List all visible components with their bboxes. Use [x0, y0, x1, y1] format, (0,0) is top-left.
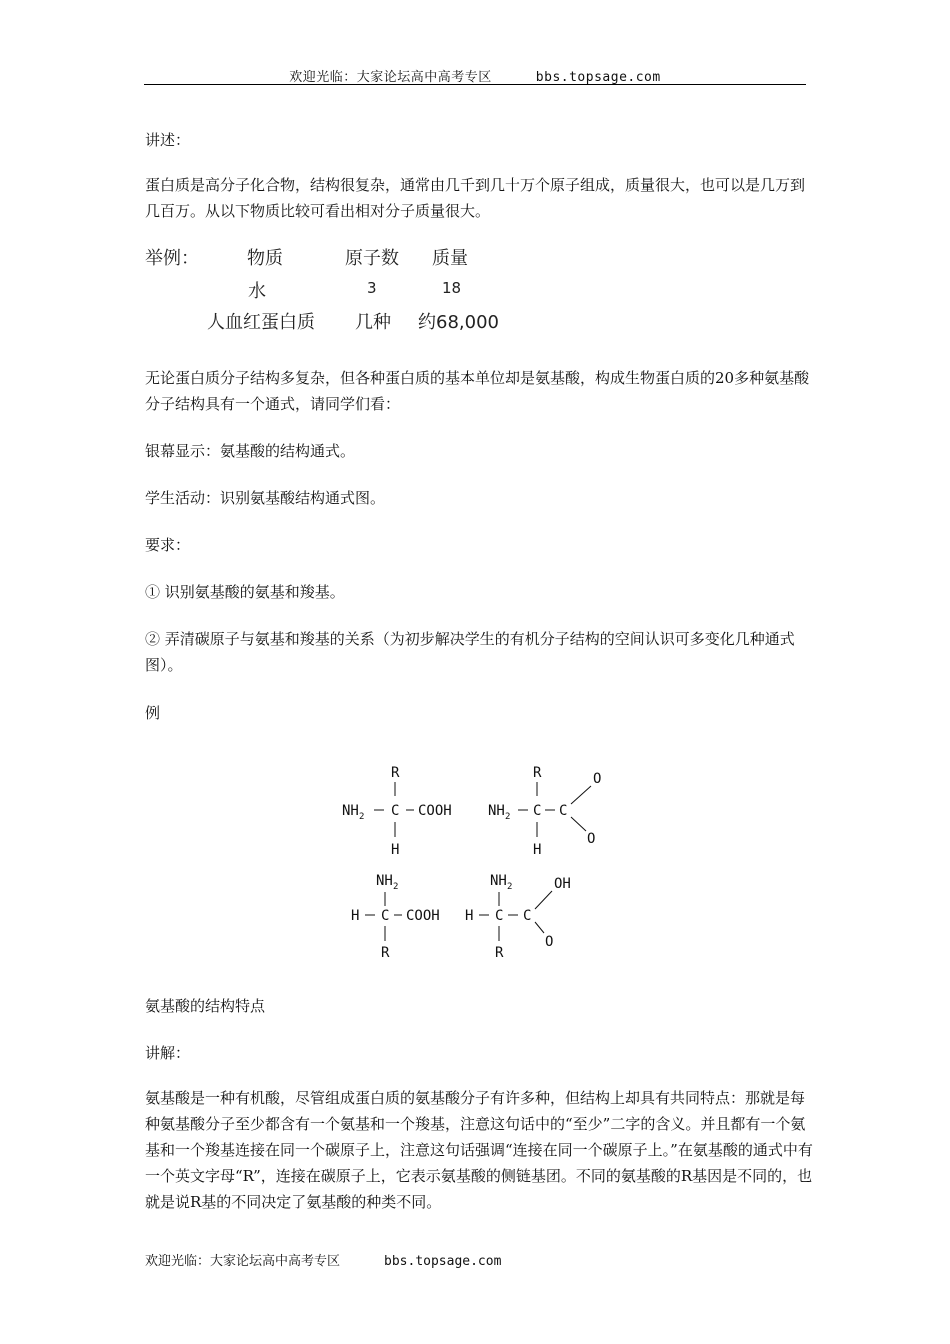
f2-c: C — [533, 803, 542, 819]
comparison-table — [145, 240, 565, 340]
f2-o1: O — [593, 771, 602, 787]
f1-h: H — [391, 842, 400, 858]
f2-sub2: 2 — [505, 812, 511, 822]
row1-substance: 水 — [248, 281, 266, 302]
f3-sub2: 2 — [393, 882, 399, 892]
header-mass: 质量 — [432, 248, 468, 269]
f4-h: H — [465, 908, 474, 924]
footer-site: bbs.topsage.com — [384, 1254, 502, 1269]
header-site: bbs.topsage.com — [535, 70, 661, 85]
row1-atoms: 3 — [367, 279, 377, 297]
general-paragraph: 无论蛋白质分子结构多复杂，但各种蛋白质的基本单位却是氨基酸，构成生物蛋白质的20多种氨基酸分子结构具有一个通式，请同学们看： — [145, 369, 810, 413]
page-footer — [145, 1250, 501, 1269]
f1-nh: NH — [342, 803, 359, 819]
f1-c: C — [391, 803, 400, 819]
page-header — [144, 66, 806, 84]
row2-mass: 约68,000 — [418, 312, 499, 333]
jiangjie-label: 讲解： — [145, 1044, 191, 1062]
formula-2 — [488, 765, 601, 858]
f4-nh: NH — [490, 873, 507, 889]
require-label: 要求： — [145, 536, 191, 554]
feature-title: 氨基酸的结构特点 — [145, 997, 266, 1015]
explain-paragraph: 氨基酸是一种有机酸，尽管组成蛋白质的氨基酸分子有许多种，但结构上却具有共同特点：那就是每种氨基酸分子至少都含有一个氨基和一个羧基，注意这句话中的“至少”二字的含义。并且都有一个氨基和一个羧基连接在同一个碳原子上，注意这句话强调“连接在同一个碳原子上。”在氨基酸的通式中有一个英文字母“R”，连接在碳原子上，它表示氨基酸的侧链基团。不同的氨基酸的R基因是不同的，也就是说R基的不同决定了氨基酸的种类不同。 — [145, 1089, 813, 1211]
formula-4 — [465, 873, 571, 961]
header-atoms: 原子数 — [345, 248, 399, 269]
f4-c: C — [495, 908, 504, 924]
example-line: 例 — [145, 704, 161, 722]
f2-c2: C — [559, 803, 568, 819]
f2-o2: O — [587, 831, 596, 847]
row2-atoms: 几种 — [355, 312, 391, 333]
intro-paragraph: 蛋白质是高分子化合物，结构很复杂，通常由几千到几十万个原子组成，质量很大，也可以是几万到几百万。从以下物质比较可看出相对分子质量很大。 — [145, 176, 806, 220]
amino-acid-formulas — [330, 760, 630, 970]
row2-substance: 人血红蛋白质 — [207, 312, 315, 333]
formula-3 — [351, 873, 440, 961]
requirement-2: ② 弄清碳原子与氨基和羧基的关系（为初步解决学生的有机分子结构的空间认识可多变化几种通式图）。 — [145, 630, 795, 674]
header-rule — [144, 84, 806, 85]
screen-line: 银幕显示：氨基酸的结构通式。 — [145, 442, 356, 460]
f2-r: R — [533, 765, 542, 781]
f3-nh: NH — [376, 873, 393, 889]
f1-cooh: COOH — [418, 803, 452, 819]
header-substance: 物质 — [247, 248, 283, 269]
f3-cooh: COOH — [406, 908, 440, 924]
f1-sub2: 2 — [359, 812, 365, 822]
f4-r: R — [495, 945, 504, 961]
f4-c2: C — [523, 908, 532, 924]
f2-nh: NH — [488, 803, 505, 819]
requirement-1: ① 识别氨基酸的氨基和羧基。 — [145, 583, 345, 601]
f4-o: O — [545, 934, 554, 950]
formula-diagram — [330, 760, 630, 970]
row1-mass: 18 — [442, 279, 462, 297]
f3-r: R — [381, 945, 390, 961]
f3-c: C — [381, 908, 390, 924]
f4-sub2: 2 — [507, 882, 513, 892]
f1-r: R — [391, 765, 400, 781]
f2-h: H — [533, 842, 542, 858]
footer-text: 欢迎光临：大家论坛高中高考专区 — [145, 1254, 341, 1269]
jiangshu-label: 讲述： — [145, 131, 191, 149]
formula-1 — [342, 765, 452, 858]
f4-oh: OH — [554, 876, 571, 892]
f3-h: H — [351, 908, 360, 924]
header-text: 欢迎光临：大家论坛高中高考专区 — [289, 70, 492, 85]
activity-line: 学生活动：识别氨基酸结构通式图。 — [145, 489, 386, 507]
example-label: 举例： — [145, 248, 199, 269]
